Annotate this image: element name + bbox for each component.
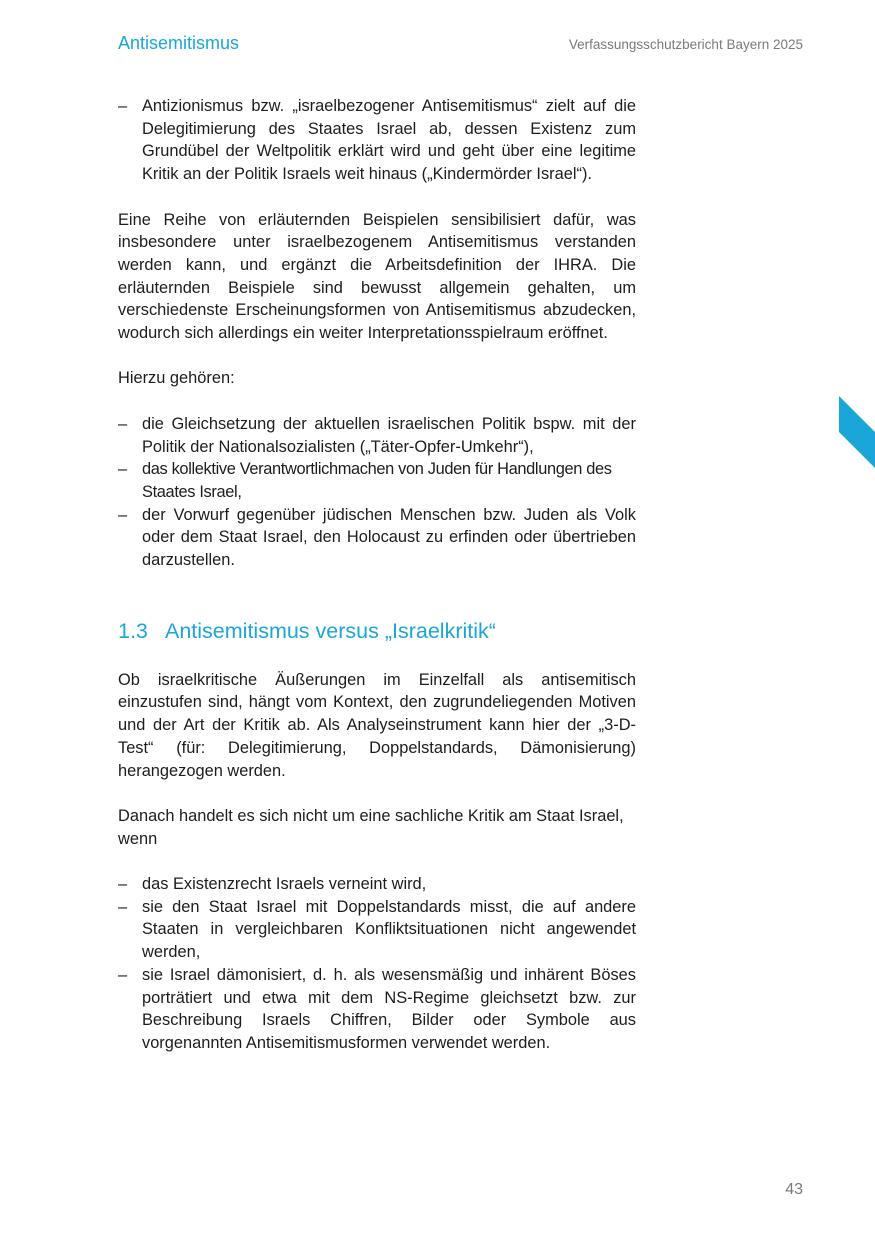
- page-content: [118, 95, 636, 1077]
- bullet-list-examples: [118, 413, 636, 572]
- list-item-text: Antizionismus bzw. „israelbezogener Antisemitismus“ zielt auf die Delegitimierung des Staates Israel ab, dessen Existenz zum Grundübel der Weltpolitik erklärt wird und geht über eine legitime Kritik an der Politik Israels weit hinaus („Kindermörder Israel“).: [142, 97, 636, 184]
- body-paragraph: Danach handelt es sich nicht um eine sachliche Kritik am Staat Israel, wenn: [118, 806, 624, 848]
- body-paragraph: Eine Reihe von erläuternden Beispielen sensibilisiert dafür, was insbesondere unter israelbezogenem Antisemitismus verstanden werden kann, und ergänzt die Arbeitsdefinition der IHRA. Die erläuternden Beispiele sind bewusst allgemein gehalten, um verschiedenste Erscheinungsformen von Antisemitismus abzudecken, wodurch sich allerdings ein weiter Interpretationsspielraum eröffnet.: [118, 210, 636, 343]
- dash-marker: –: [118, 414, 128, 433]
- list-item: [118, 458, 636, 503]
- dash-marker: –: [118, 965, 128, 984]
- running-head-section: Antisemitismus: [118, 33, 240, 53]
- list-item-text: das Existenzrecht Israels verneint wird,: [142, 875, 427, 894]
- list-item: [118, 95, 636, 186]
- chapter-tab-marker: [839, 396, 875, 468]
- list-item-text: sie den Staat Israel mit Doppelstandards misst, die auf andere Staaten in vergleichbaren Konfliktsituationen nicht angewendet werden,: [142, 897, 636, 962]
- body-paragraph: Hierzu gehören:: [118, 369, 235, 388]
- dash-marker: –: [118, 505, 128, 524]
- list-item: [118, 896, 636, 964]
- page-number: 43: [785, 1181, 803, 1198]
- section-number: 1.3: [118, 618, 148, 643]
- list-item-text: sie Israel dämonisiert, d. h. als wesensmäßig und inhärent Böses porträtiert und etwa mit dem NS-Regime gleichsetzt bzw. zur Beschreibung Israels Chiffren, Bilder oder Symbole aus vorgenannten Antisemitismusformen verwendet werden.: [142, 965, 636, 1052]
- body-paragraph: Ob israelkritische Äußerungen im Einzelfall als antisemitisch einzustufen sind, hängt vom Kontext, den zugrundeliegenden Motiven und der Art der Kritik ab. Als Analyseinstrument kann hier der „3-D-Test“ (für: Delegitimierung, Doppelstandards, Dämonisierung) herangezogen werden.: [118, 670, 636, 780]
- section-heading: [118, 617, 636, 645]
- running-head-publication: Verfassungsschutzbericht Bayern 2025: [568, 37, 803, 52]
- list-item: [118, 964, 636, 1055]
- dash-marker: –: [118, 897, 128, 916]
- bullet-list-3d-test: [118, 873, 636, 1055]
- list-item-text: der Vorwurf gegenüber jüdischen Menschen bzw. Juden als Volk oder dem Staat Israel, den Holocaust zu erfinden oder übertrieben darzustellen.: [142, 505, 636, 570]
- list-item: [118, 413, 636, 458]
- list-item: [118, 504, 636, 572]
- list-item-text: die Gleichsetzung der aktuellen israelischen Politik bspw. mit der Politik der Nationalsozialisten („Täter-Opfer-Umkehr“),: [142, 414, 636, 456]
- bullet-list-antizionismus: [118, 95, 636, 186]
- list-item-text: das kollektive Verantwortlichmachen von Juden für Handlungen des Staates Israel,: [142, 460, 612, 501]
- dash-marker: –: [118, 97, 128, 115]
- list-item: [118, 873, 636, 896]
- dash-marker: –: [118, 875, 128, 894]
- dash-marker: –: [118, 460, 128, 479]
- section-title: Antisemitismus versus „Israelkritik“: [165, 618, 496, 643]
